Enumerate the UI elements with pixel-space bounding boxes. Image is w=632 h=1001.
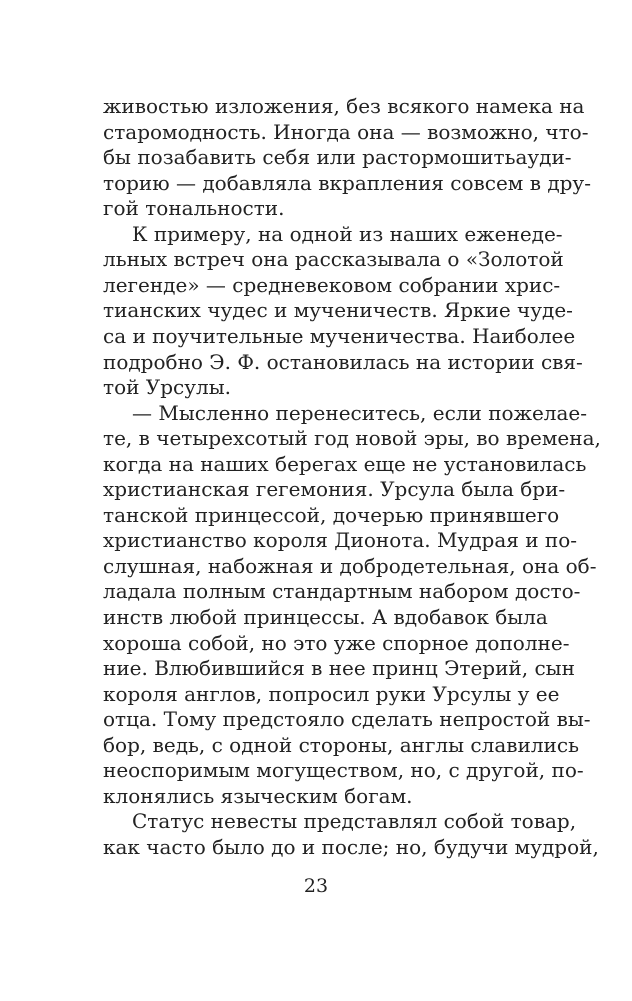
text-line: бы позабавить себя или растормошитьауди- bbox=[103, 145, 572, 170]
text-line: старомодность. Иногда она — возможно, что- bbox=[103, 119, 589, 144]
text-line: бор, ведь, с одной стороны, англы славились bbox=[103, 732, 579, 757]
text-line: тианских чудес и мученичеств. Яркие чуде- bbox=[103, 298, 573, 323]
text-line: гой тональности. bbox=[103, 196, 285, 221]
text-line: клонялись языческим богам. bbox=[103, 783, 413, 808]
text-line: короля англов, попросил руки Урсулы у ее bbox=[103, 681, 560, 706]
text-line: ладала полным стандартным набором досто- bbox=[103, 579, 581, 604]
text-line: отца. Тому предстояло сделать непростой вы- bbox=[103, 707, 591, 732]
text-line: легенде» — средневековом собрании хрис- bbox=[103, 272, 561, 297]
text-line: К примеру, на одной из наших еженеде- bbox=[132, 221, 563, 246]
text-line: слушная, набожная и добродетельная, она об- bbox=[103, 553, 597, 578]
text-line: христианство короля Дионота. Мудрая и по- bbox=[103, 528, 578, 553]
text-line: подробно Э. Ф. остановилась на истории свя- bbox=[103, 349, 583, 374]
text-line: неоспоримым могуществом, но, с другой, по- bbox=[103, 758, 584, 783]
text-line: хороша собой, но это уже спорное дополне- bbox=[103, 630, 570, 655]
text-line: инств любой принцессы. А вдобавок была bbox=[103, 605, 548, 630]
text-line: — Мысленно перенеситесь, если пожелае- bbox=[132, 400, 588, 425]
text-line: живостью изложения, без всякого намека на bbox=[103, 94, 585, 118]
page-number: 23 bbox=[303, 875, 329, 897]
text-line: когда на наших берегах еще не установилась bbox=[103, 451, 587, 476]
text-line: Статус невесты представлял собой товар, bbox=[132, 809, 577, 834]
text-line: те, в четырехсотый год новой эры, во времена, bbox=[103, 426, 601, 451]
text-line: льных встреч она рассказывала о «Золотой bbox=[103, 247, 564, 272]
text-line: торию — добавляла вкрапления совсем в дру- bbox=[103, 170, 591, 195]
text-line: ние. Влюбившийся в нее принц Этерий, сын bbox=[103, 656, 575, 681]
text-line: той Урсулы. bbox=[103, 375, 231, 400]
text-line: са и поучительные мученичества. Наиболее bbox=[103, 323, 576, 348]
text-line: танской принцессой, дочерью принявшего bbox=[103, 502, 560, 527]
text-line: как часто было до и после; но, будучи мудрой, bbox=[103, 835, 599, 859]
text-line: христианская гегемония. Урсула была бри- bbox=[103, 477, 566, 502]
